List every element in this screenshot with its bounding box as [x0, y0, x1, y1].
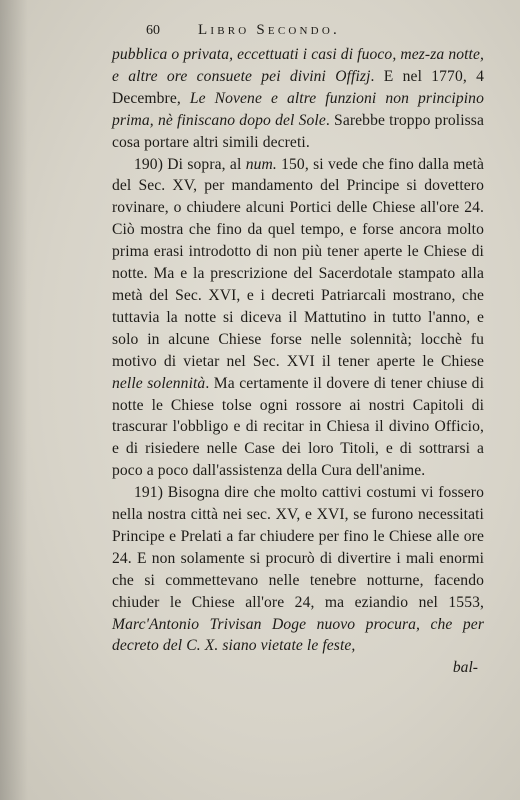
paragraph-continuation: [112, 44, 484, 154]
running-head: Libro Secondo.: [198, 22, 340, 38]
paragraph-191: [112, 482, 484, 657]
catchword: bal-: [452, 659, 478, 677]
italic-text-run: nelle solennità: [112, 374, 206, 392]
text-run: . Ma certamente il dovere di tener chiuse di notte le Chiese tolse ogni rossore ai nostri Capitoli di trascurar l'obbligo e di recitar in Chiesa il divino Officio, e di risiedere nelle Case dei loro Titoli, e di sottrarsi a poco a poco dall'assistenza della Cura dell'anime.: [112, 374, 484, 480]
gutter-shadow: [0, 0, 28, 800]
text-run: . E nel 1770, 4 Decembre,: [112, 67, 484, 107]
body-text: [112, 44, 484, 657]
italic-text-run: pubblica o privata, eccettuati i casi di fuoco, mez-za notte, e altre ore consuete pei divini Offizj: [112, 46, 484, 85]
italic-text-run: Le Novene e altre funzioni non principino prima, nè finiscano dopo del Sole: [112, 89, 484, 129]
text-run: 150, si vede che fino dalla metà del Sec. XV, per mandamento del Principe si dovettero rovinare, o chiudere alcuni Portici delle Chiese all'ore 24. Ciò mostra che fino da quel tempo, e forse ancora molto prima erasi introdotto di non più tener aperte le Chiese di notte. Ma e la prescrizione del Sacerdotale stampato alla metà del Sec. XVI, e i decreti Patriarcali mostrano, che tuttavia la notte si diceva il Mattutino in tutto l'anno, e solo in alcune Chiese forse nelle solennità; locchè fu motivo di vietar nel Sec. XVI il tener aperte le Chiese: [112, 155, 484, 370]
italic-text-run: Marc'Antonio Trivisan Doge nuovo procura, che per decreto del C. X. siano vietate le feste,: [112, 615, 484, 655]
paragraph-190: [112, 154, 484, 483]
italic-text-run: num.: [245, 155, 277, 173]
text-run: 190) Di sopra, al: [134, 155, 246, 173]
text-run: 191) Bisogna dire che molto cattivi costumi vi fossero nella nostra città nei sec. XV, e XVI, se furono necessitati Principe e Prelati a far chiudere per fino le Chiese alle ore 24. E non solamente si procurò di divertire i mali enormi che si commettevano nelle tenebre notturne, facendo chiuder le Chiese all'ore 24, ma eziandio nel 1553,: [112, 484, 484, 611]
page-header: [146, 22, 484, 44]
text-run: . Sarebbe troppo prolissa cosa portare altri simili decreti.: [112, 111, 484, 151]
page-number: 60: [146, 23, 160, 38]
